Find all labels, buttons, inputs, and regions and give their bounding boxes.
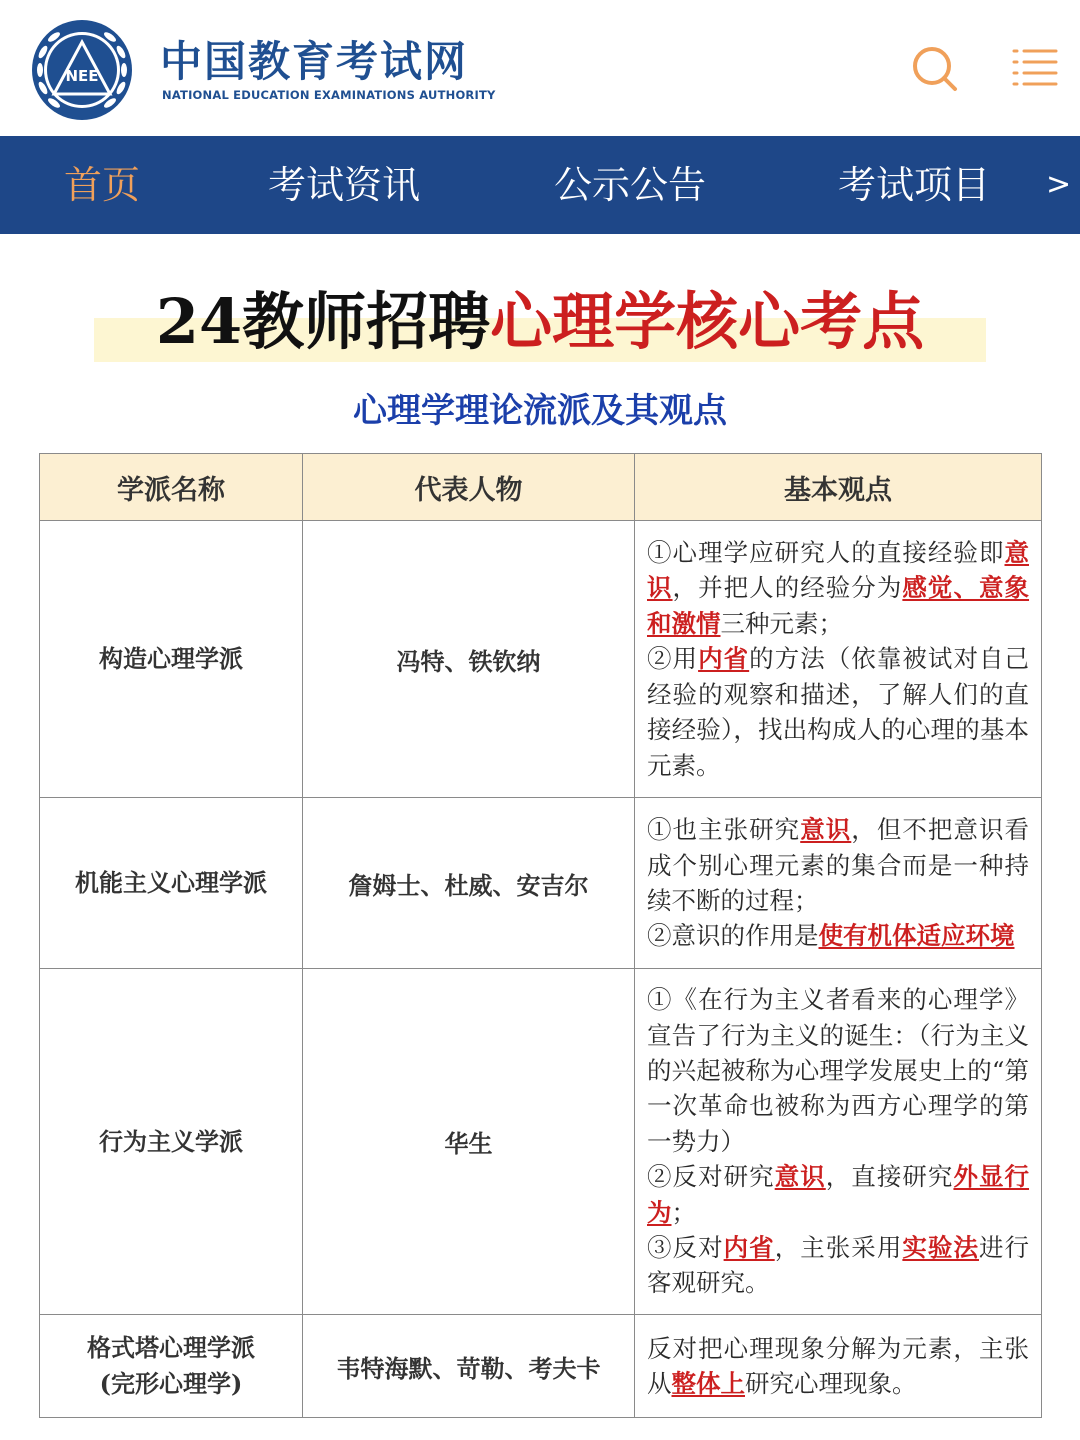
representatives-cell: 詹姆士、杜威、安吉尔 <box>303 798 635 969</box>
school-name-line: 行为主义学派 <box>99 1126 243 1156</box>
key-term: 意识 <box>647 538 1029 603</box>
nav-item-exam-projects[interactable]: 考试项目 <box>838 163 991 207</box>
viewpoint-text: ②意识的作用是 <box>647 921 819 951</box>
viewpoint-cell <box>635 1315 1042 1418</box>
viewpoint-text: ，直接研究 <box>825 1162 954 1192</box>
representatives-cell: 冯特、铁钦纳 <box>303 521 635 798</box>
nav-item-home[interactable]: 首页 <box>64 163 141 207</box>
header-viewpoints: 基本观点 <box>635 454 1042 521</box>
title-part-2: 心理学核心考点 <box>490 285 925 358</box>
nav-more-arrow-icon[interactable]: > <box>1046 167 1072 202</box>
key-term: 意识 <box>800 815 852 845</box>
school-name-cell <box>40 521 303 798</box>
viewpoint-text: ； <box>671 1197 696 1227</box>
school-name-line: 格式塔心理学派 <box>87 1333 255 1362</box>
page-title <box>0 282 1080 362</box>
logo-text: NEE <box>65 67 99 85</box>
main-nav <box>0 136 1080 234</box>
viewpoint-text: ①心理学应研究人的直接经验即 <box>647 538 1005 568</box>
logo-emblem-icon[interactable] <box>28 18 136 122</box>
school-name-cell <box>40 969 303 1315</box>
representatives-cell: 华生 <box>303 969 635 1315</box>
representatives-cell: 韦特海默、苛勒、考夫卡 <box>303 1315 635 1418</box>
viewpoint-cell <box>635 798 1042 969</box>
school-name-cell <box>40 798 303 969</box>
viewpoint-text: 三种元素； <box>720 608 843 638</box>
viewpoint-text: ，并把人的经验分为 <box>672 573 903 603</box>
key-term: 内省 <box>723 1233 775 1263</box>
school-name-cell <box>40 1315 303 1418</box>
viewpoint-text: ，但不把意识看成个别心理元素的集合而是一种持续不断的过程； <box>647 815 1030 915</box>
viewpoint-text: ①《在行为主义者看来的心理学》宣告了行为主义的诞生：（行为主义的兴起被称为心理学发展史上的“第一次革命也被称为西方心理学的第一势力） <box>647 985 1029 1156</box>
title-part-1: 24教师招聘 <box>155 285 491 358</box>
viewpoint-text: 研究心理现象。 <box>745 1369 917 1398</box>
brand-name[interactable]: 中国教育考试网 <box>160 37 469 86</box>
viewpoint-text: ，主张采用 <box>774 1233 903 1263</box>
menu-icon[interactable] <box>1012 47 1058 89</box>
schools-table <box>39 453 1042 1418</box>
key-term: 使有机体适应环境 <box>818 921 1015 951</box>
viewpoint-cell <box>635 521 1042 798</box>
key-term: 外显行为 <box>647 1162 1030 1227</box>
table-row <box>40 521 1042 798</box>
school-name-line: 构造心理学派 <box>99 644 243 673</box>
viewpoint-text: 的方法（依靠被试对自己经验的观察和描述，了解人们的直接经验），找出构成人的心理的基本元素。 <box>647 644 1030 780</box>
search-icon[interactable] <box>910 44 958 92</box>
viewpoint-cell <box>635 969 1042 1315</box>
key-term: 整体上 <box>671 1369 745 1398</box>
nav-item-exam-news[interactable]: 考试资讯 <box>268 163 421 207</box>
key-term: 实验法 <box>902 1233 979 1263</box>
key-term: 感觉、意象和激情 <box>647 573 1030 638</box>
viewpoint-text: ①也主张研究 <box>647 815 801 845</box>
nav-item-announcements[interactable]: 公示公告 <box>554 163 707 207</box>
key-term: 意识 <box>774 1162 826 1192</box>
viewpoint-text: 反对把心理现象分解为元素，主张从 <box>647 1333 1029 1398</box>
viewpoint-text: 进行客观研究。 <box>647 1233 1030 1298</box>
brand-subtitle: NATIONAL EDUCATION EXAMINATIONS AUTHORITY <box>162 88 496 102</box>
viewpoint-text: ②反对研究 <box>647 1162 775 1192</box>
school-name-line: 机能主义心理学派 <box>75 868 267 897</box>
table-row <box>40 798 1042 969</box>
header-representatives: 代表人物 <box>303 454 635 521</box>
key-term: 内省 <box>698 644 750 674</box>
site-header <box>0 0 1080 136</box>
table-row <box>40 969 1042 1315</box>
table-header-row <box>40 454 1042 521</box>
viewpoint-text: ②用 <box>647 644 699 674</box>
table-row <box>40 1315 1042 1418</box>
section-subtitle: 心理学理论流派及其观点 <box>353 391 727 431</box>
header-school-name: 学派名称 <box>40 454 303 521</box>
school-name-line: (完形心理学) <box>99 1369 243 1398</box>
viewpoint-text: ③反对 <box>647 1233 724 1263</box>
